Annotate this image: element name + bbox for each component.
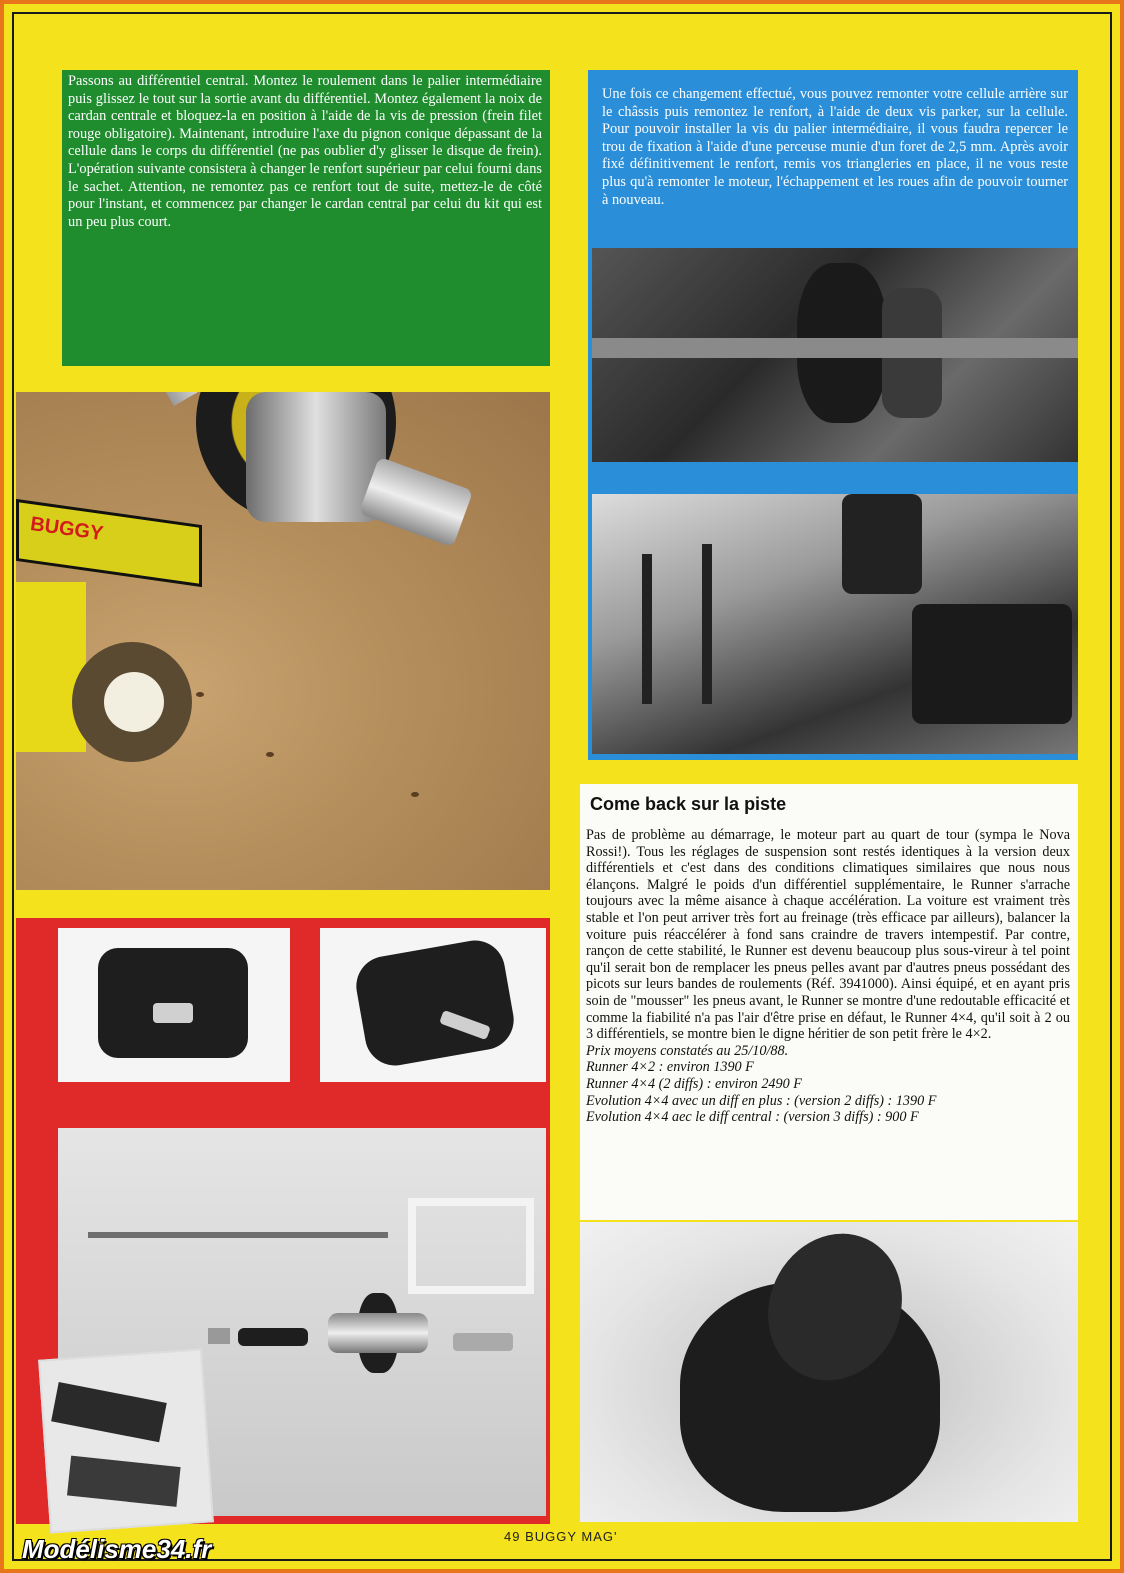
pinion-gears-photo <box>38 1348 214 1533</box>
page-footer: 49 BUGGY MAG' <box>504 1529 618 1544</box>
section-title: Come back sur la piste <box>590 794 787 814</box>
bulkhead-photo-angle <box>320 928 546 1082</box>
chassis-photo-1 <box>592 248 1078 462</box>
price-line: Evolution 4×4 avec un diff en plus : (version 2 diffs) : 1390 F <box>586 1092 937 1109</box>
buggy-car-image <box>16 502 196 762</box>
bulkhead-photo-front <box>58 928 290 1082</box>
price-line: Evolution 4×4 aec le diff central : (version 3 diffs) : 900 F <box>586 1109 919 1126</box>
blue-paragraph: Une fois ce changement effectué, vous pouvez remonter votre cellule arrière sur le châssis puis remontez le renfort, à l'aide de deux vis parker, sur la cellule. Pour pouvoir installer la vis du palier intermédiaire, il vous faudra repercer le trou de fixation à l'aide d'une perceuse munie d'un foret de 2,5 mm. Après avoir fixé définitivement le renfort, remis vos triangleries en place, il ne vous reste plus qu'à remonter le moteur, l'échappement et les roues afin de pouvoir tourner à nouveau. <box>602 86 1068 208</box>
price-line: Prix moyens constatés au 25/10/88. <box>586 1042 789 1059</box>
article-body <box>580 815 1078 1126</box>
tire-photo <box>580 1222 1078 1522</box>
output-shaft <box>359 457 473 548</box>
come-back-article <box>580 784 1078 1220</box>
differential-desert-photo <box>16 392 550 890</box>
chassis-photo-2 <box>592 494 1078 754</box>
price-line: Runner 4×4 (2 diffs) : environ 2490 F <box>586 1075 802 1092</box>
article-paragraph: Pas de problème au démarrage, le moteur part au quart de tour (sympa le Nova Rossi!). Tous les réglages de suspension sont restés identiques à la version deux différentiels et c'est dans des conditions climatiques similaires que nous nous élançons. Malgré le poids d'un différentiel supplémentaire, le Runner s'arrache toujours avec la même aisance à chaque accélération. La voiture est vraiment très stable et l'on peut arriver très fort au freinage (très efficace par ailleurs), balancer la voiture puis réaccélérer à fond sans craindre de travers intempestif. Par contre, rançon de cette stabilité, le Runner est devenu beaucoup plus sous-vireur à tel point qu'il serait bon de remplacer les pneus pelles avant par d'autres pneus possédant des picots sur leurs bandes de roulements (Réf. 3941000). Ainsi équipé, et en ayant pris soin de "mousser" les pneus avant, le Runner se montre d'une redoutable efficacité et comme la fiabilité n'a pas l'air d'être prise en défaut, le Runner 4×4, qu'il soit à 2 ou 3 différentiels, se montre bien le digne héritier de son petit frère le 4×2. <box>586 827 1070 1043</box>
green-paragraph: Passons au différentiel central. Montez le roulement dans le palier intermédiaire puis glissez le tout sur la sortie avant du différentiel. Montez également la noix de cardan centrale et bloquez-la en position à l'aide de la vis de pression (frein filet rouge obligatoire). Maintenant, introduire l'axe du pignon conique dépassant de la cellule dans le corps du différentiel (ne pas oublier d'y glisser le disque de frein). L'opération suivante consistera à changer le renfort supérieur par celui fourni dans le sachet. Attention, ne remontez pas ce renfort tout de suite, mettez-le de côté pour l'instant, et commencez par changer le cardan central par celui du kit qui est un peu plus court. <box>68 73 542 230</box>
site-watermark: Modélisme34.fr <box>22 1534 212 1564</box>
car-decal: BUGGY <box>28 513 105 546</box>
green-text-box <box>62 70 550 366</box>
price-line: Runner 4×2 : environ 1390 F <box>586 1059 754 1076</box>
